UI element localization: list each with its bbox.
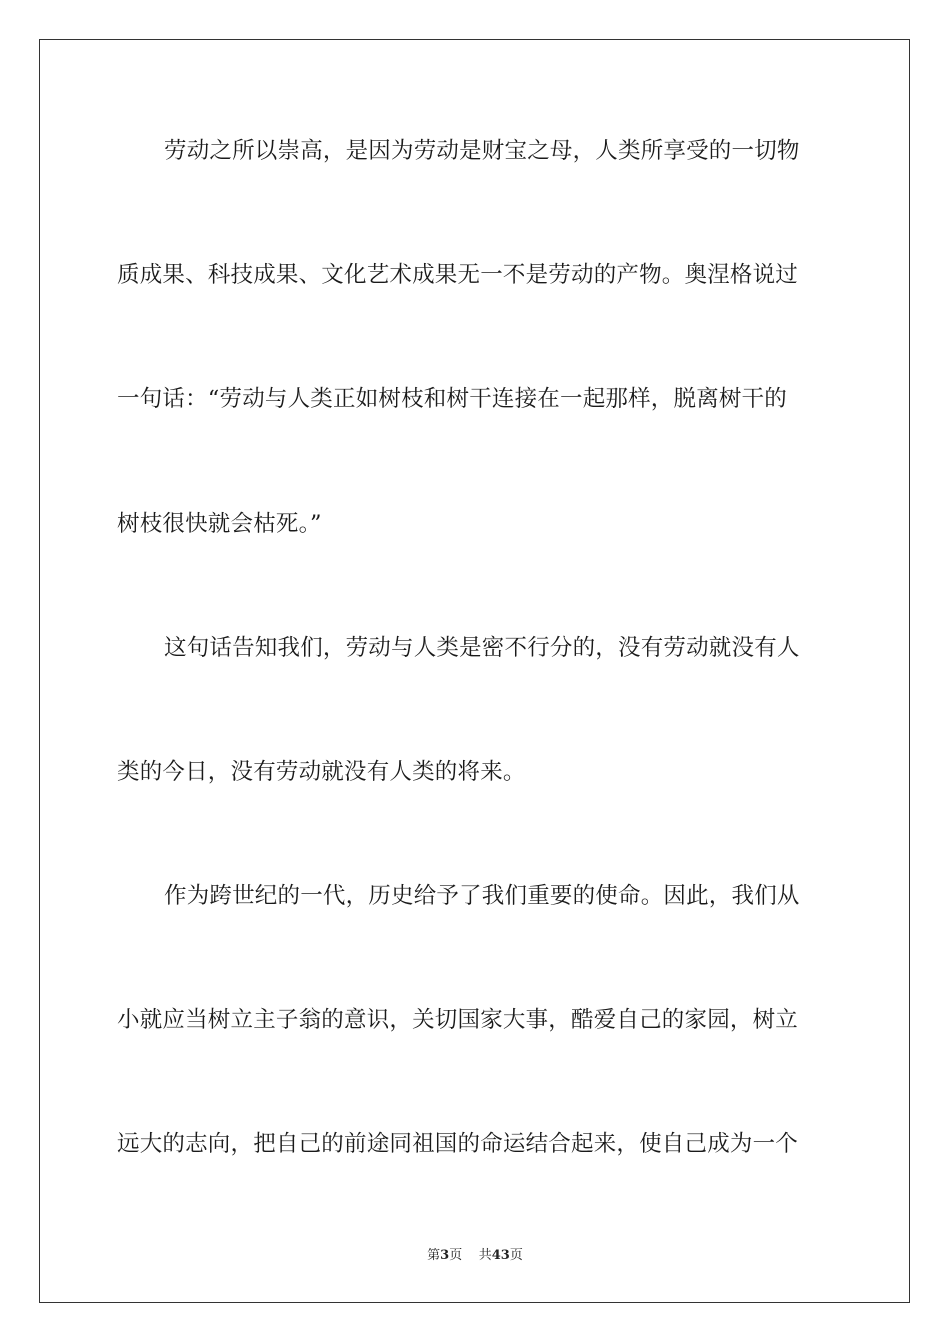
total-label-suffix: 页 (509, 1248, 523, 1263)
page-border (39, 39, 910, 1303)
paragraph-3-line-1: 作为跨世纪的一代，历史给予了我们重要的使命。因此，我们从 (164, 883, 800, 909)
paragraph-3-line-3: 远大的志向，把自己的前途同祖国的命运结合起来，使自己成为一个 (117, 1131, 799, 1157)
total-label-prefix: 共 (478, 1248, 492, 1263)
total-pages: 43 (491, 1248, 510, 1263)
page-footer (0, 1247, 950, 1265)
paragraph-2-line-2: 类的今日，没有劳动就没有人类的将来。 (117, 759, 526, 785)
paragraph-1-line-2: 质成果、科技成果、文化艺术成果无一不是劳动的产物。奥涅格说过 (117, 262, 799, 288)
page-number: 3 (440, 1248, 450, 1263)
page-label-suffix: 页 (449, 1248, 463, 1263)
paragraph-1-line-4: 树枝很快就会枯死。” (117, 511, 322, 537)
page-label-prefix: 第 (427, 1248, 441, 1263)
paragraph-3-line-2: 小就应当树立主子翁的意识，关切国家大事，酷爱自己的家园，树立 (117, 1007, 799, 1033)
paragraph-2-line-1: 这句话告知我们，劳动与人类是密不行分的，没有劳动就没有人 (164, 635, 800, 661)
paragraph-1-line-1: 劳动之所以崇高，是因为劳动是财宝之母，人类所享受的一切物 (164, 138, 800, 164)
paragraph-1-line-3: 一句话：“劳动与人类正如树枝和树干连接在一起那样，脱离树干的 (117, 386, 788, 412)
